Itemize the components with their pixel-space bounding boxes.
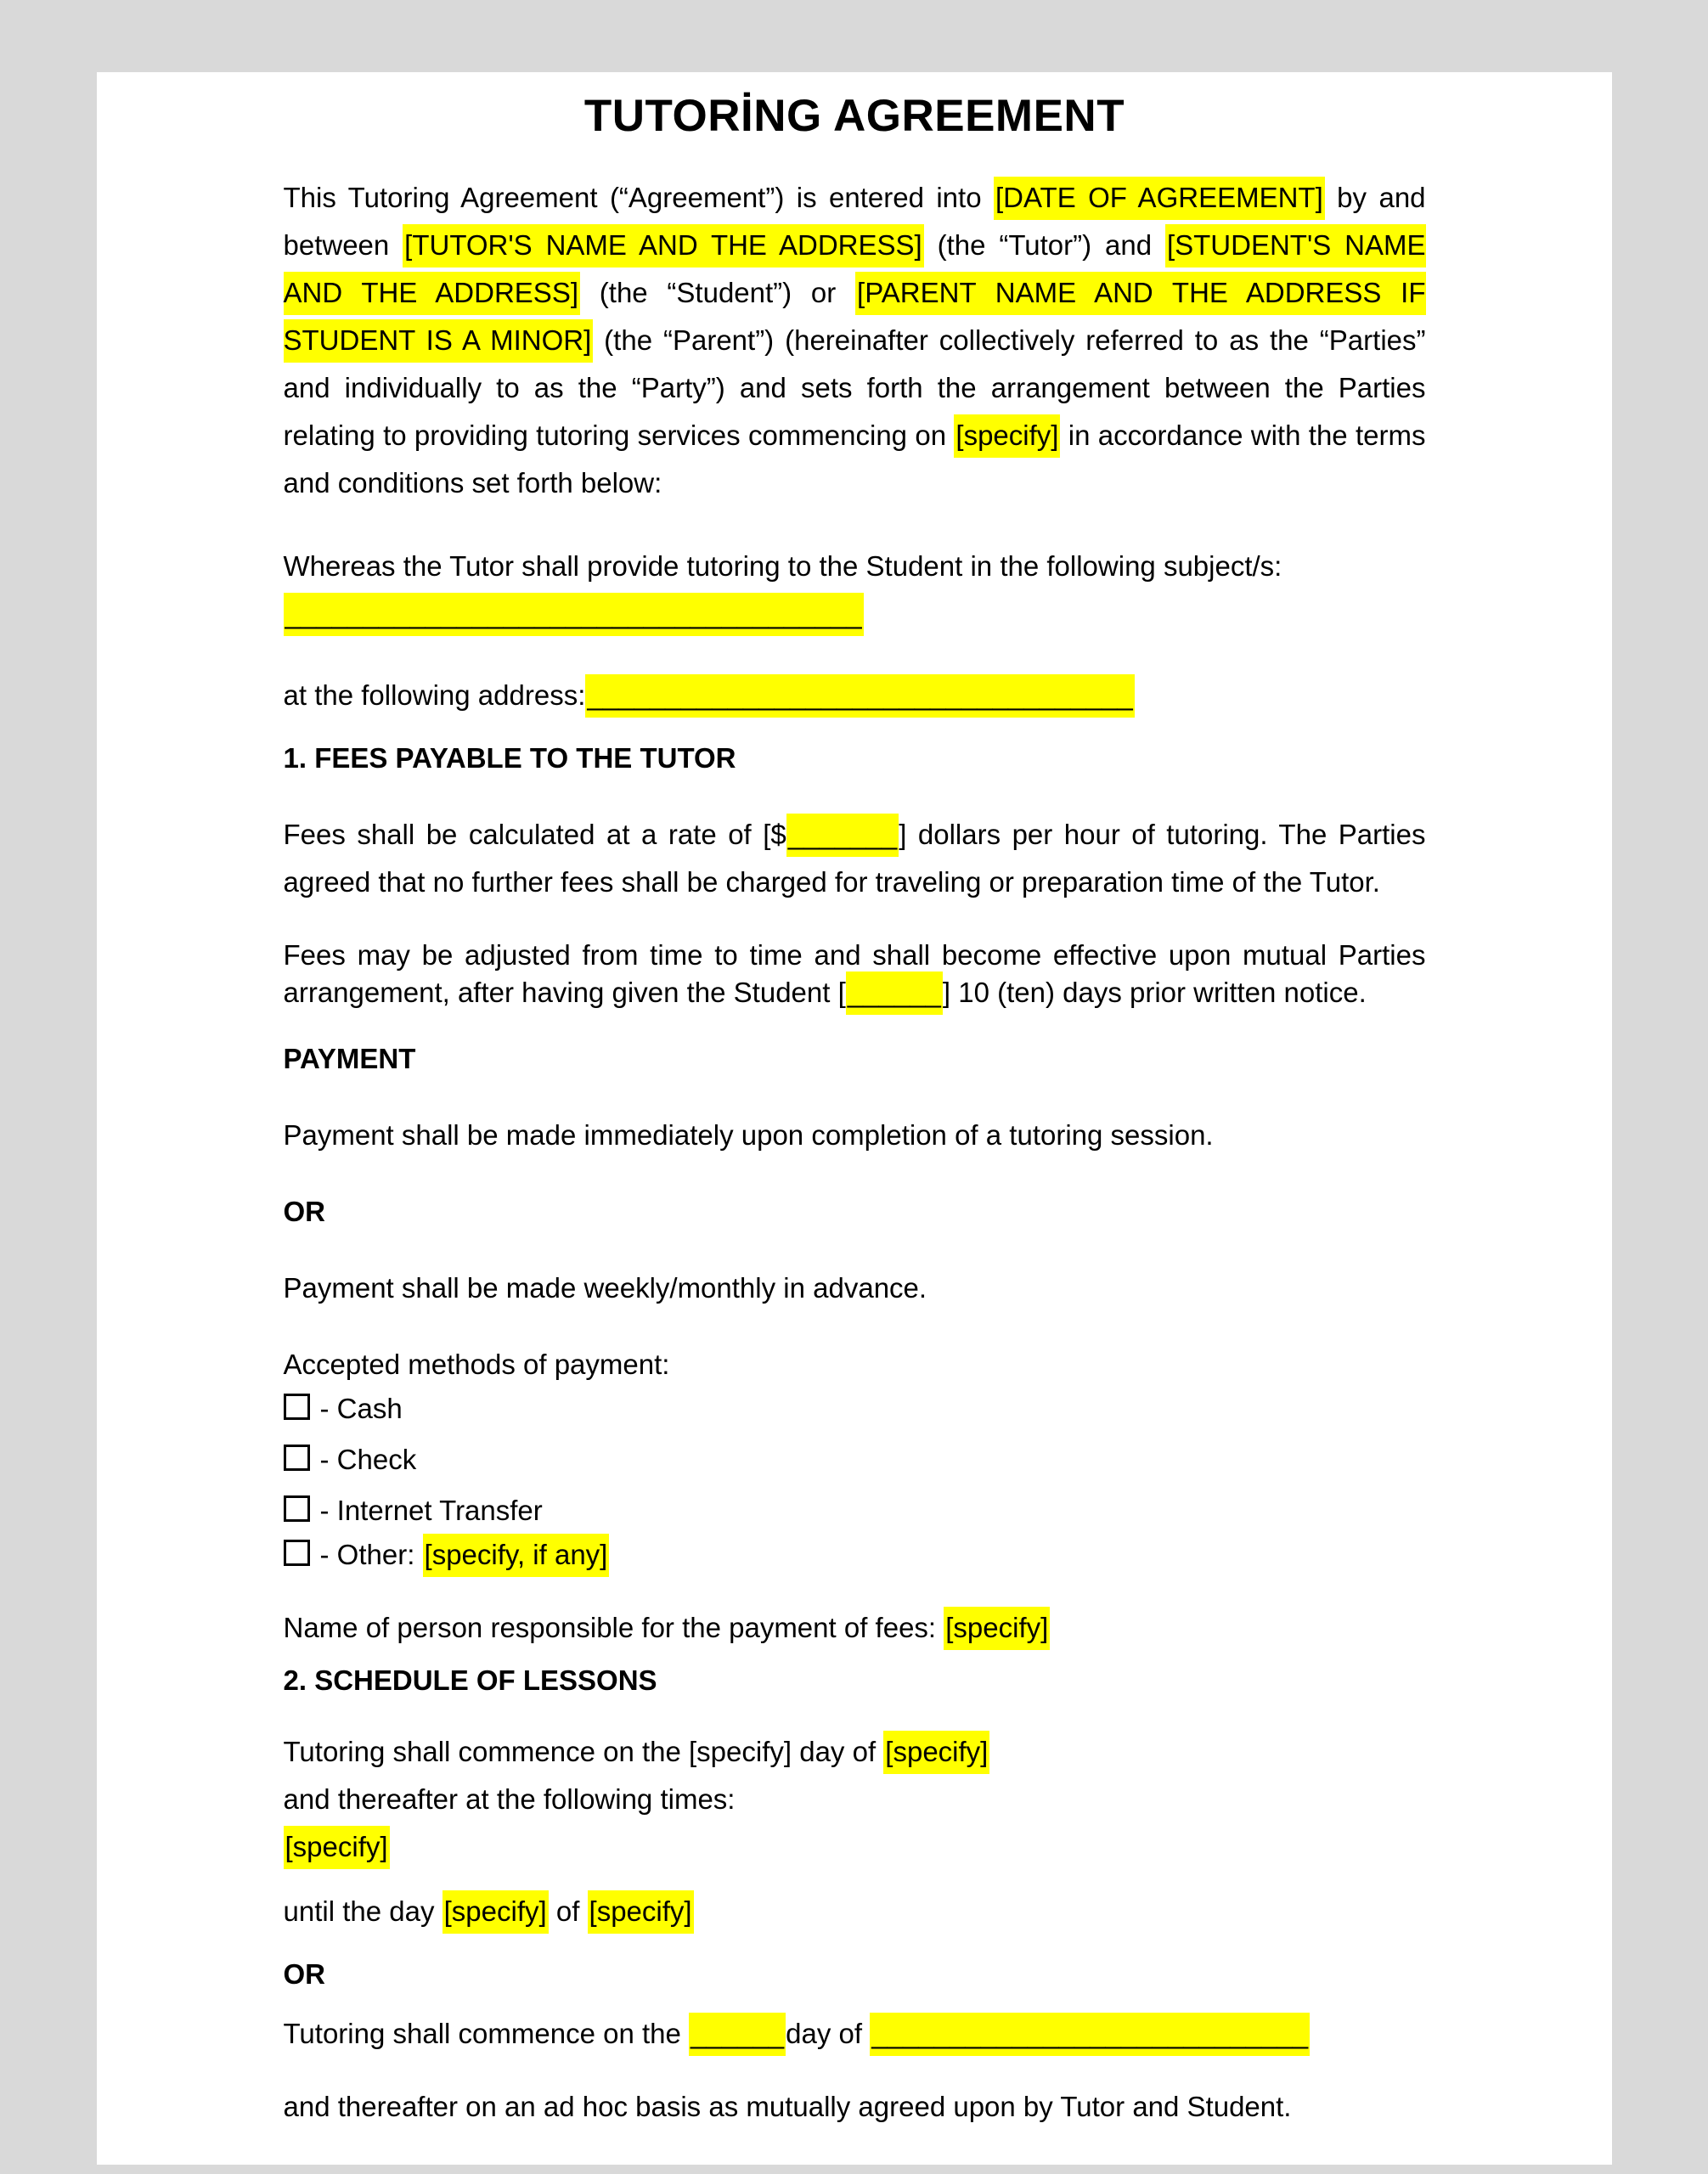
notice-blank-field[interactable]: ______ — [846, 972, 943, 1015]
intro-run-2: by and between — [283, 181, 1426, 261]
intro-paragraph — [284, 174, 1426, 507]
subjects-blank-field[interactable]: _____________________________________ — [284, 593, 864, 636]
schedule-commence-line — [284, 1728, 1426, 1776]
schedule-times-line — [284, 1823, 1426, 1871]
fees-rate-paragraph — [284, 811, 1426, 906]
payment-method-internet-transfer-row — [284, 1492, 1426, 1529]
schedule-or-heading: OR — [283, 1957, 325, 1990]
payment-method-cash-row — [284, 1390, 1426, 1428]
schedule-commence-alt-line — [284, 2010, 1426, 2058]
payment-method-label: - Internet Transfer — [319, 1494, 543, 1526]
until-run-1: until the day — [283, 1895, 443, 1927]
fees-rate-run-2: ] dollars per hour of tutoring. The Parties agreed that no further fees shall be charged for traveling or preparation time of the Tutor. — [283, 818, 1426, 898]
payment-method-label: - Other: — [319, 1538, 423, 1570]
fees-adjust-run-1: Fees may be adjusted from time to time and shall become effective upon mutual Parties arrangement, after having given the Student [ — [283, 938, 1426, 1008]
fees-adjust-run-2: ] 10 (ten) days prior written notice. — [942, 976, 1367, 1008]
canvas — [0, 72, 1708, 2174]
document-page — [97, 72, 1612, 2165]
schedule-commence-block — [284, 1728, 1426, 1871]
intro-run-4: (the “Student”) or — [580, 276, 856, 308]
address-label: at the following address: — [283, 679, 586, 711]
whereas-paragraph — [284, 543, 1426, 638]
accepted-methods-label: Accepted methods of payment: — [283, 1348, 670, 1380]
address-line — [284, 672, 1426, 719]
payment-or-heading: OR — [283, 1195, 325, 1227]
payment-method-check-row — [284, 1441, 1426, 1478]
schedule-until-line — [284, 1888, 1426, 1935]
times-placeholder[interactable]: [specify] — [284, 1826, 390, 1869]
document-title: TUTORİNG AGREEMENT — [583, 91, 1125, 141]
commence-alt-month-blank-field[interactable]: ____________________________ — [870, 2013, 1310, 2056]
schedule-commence-run-1: Tutoring shall commence on the [specify] day of — [283, 1735, 884, 1767]
fees-adjust-paragraph — [284, 937, 1426, 1011]
schedule-thereafter-line: and thereafter at the following times: — [283, 1783, 736, 1815]
date-of-agreement-placeholder[interactable]: [DATE OF AGREEMENT] — [994, 177, 1325, 220]
responsible-person-label: Name of person responsible for the payment of fees: — [283, 1611, 944, 1643]
student-name-placeholder[interactable]: [STUDENT'S NAME AND THE ADDRESS] — [284, 224, 1426, 315]
intro-run-6: in accordance with the terms and conditions set forth below: — [283, 419, 1426, 498]
until-month-placeholder[interactable]: [specify] — [588, 1890, 694, 1934]
responsible-person-line — [284, 1604, 1426, 1652]
section-2-heading: 2. SCHEDULE OF LESSONS — [283, 1664, 657, 1696]
until-run-2: of — [548, 1895, 588, 1927]
payment-method-label: - Cash — [319, 1392, 403, 1424]
whereas-text: Whereas the Tutor shall provide tutoring to the Student in the following subject/s: — [283, 549, 1282, 582]
payment-method-other-row — [284, 1536, 1426, 1574]
checkbox-icon[interactable] — [284, 1394, 310, 1420]
checkbox-icon[interactable] — [284, 1540, 310, 1566]
section-1-heading: 1. FEES PAYABLE TO THE TUTOR — [283, 741, 736, 774]
commence-alt-run-2: day of — [786, 2017, 871, 2049]
intro-run-5: (the “Parent”) (hereinafter collectively referred to as the “Parties” and individually to as the “Party”) and sets forth the arrangement between the Parties relating to providing tutoring services commencing on — [283, 324, 1426, 451]
commence-alt-run-1: Tutoring shall commence on the — [283, 2017, 690, 2049]
commencing-date-placeholder[interactable]: [specify] — [954, 414, 1060, 458]
until-day-placeholder[interactable]: [specify] — [443, 1890, 549, 1934]
checkbox-icon[interactable] — [284, 1495, 310, 1522]
intro-run-3: (the “Tutor”) and — [923, 228, 1165, 261]
intro-run-1: This Tutoring Agreement (“Agreement”) is entered into — [283, 181, 994, 213]
commence-month-placeholder[interactable]: [specify] — [883, 1731, 989, 1774]
payment-advance-line: Payment shall be made weekly/monthly in advance. — [283, 1271, 927, 1304]
address-blank-field[interactable]: ___________________________________ — [585, 674, 1134, 718]
payment-immediate-line: Payment shall be made immediately upon completion of a tutoring session. — [283, 1118, 1214, 1151]
payment-method-label: - Check — [319, 1443, 417, 1475]
payment-heading: PAYMENT — [283, 1042, 416, 1074]
other-method-placeholder[interactable]: [specify, if any] — [423, 1534, 610, 1577]
parent-name-placeholder[interactable]: [PARENT NAME AND THE ADDRESS IF STUDENT IS A MINOR] — [284, 272, 1426, 363]
fees-rate-run-1: Fees shall be calculated at a rate of [$ — [283, 818, 786, 850]
responsible-person-placeholder[interactable]: [specify] — [944, 1607, 1050, 1650]
schedule-adhoc-line: and thereafter on an ad hoc basis as mutually agreed upon by Tutor and Student. — [283, 2090, 1292, 2122]
checkbox-icon[interactable] — [284, 1445, 310, 1471]
tutor-name-placeholder[interactable]: [TUTOR'S NAME AND THE ADDRESS] — [403, 224, 924, 268]
commence-alt-day-blank-field[interactable]: ______ — [689, 2013, 786, 2056]
rate-blank-field[interactable]: _______ — [786, 814, 899, 857]
